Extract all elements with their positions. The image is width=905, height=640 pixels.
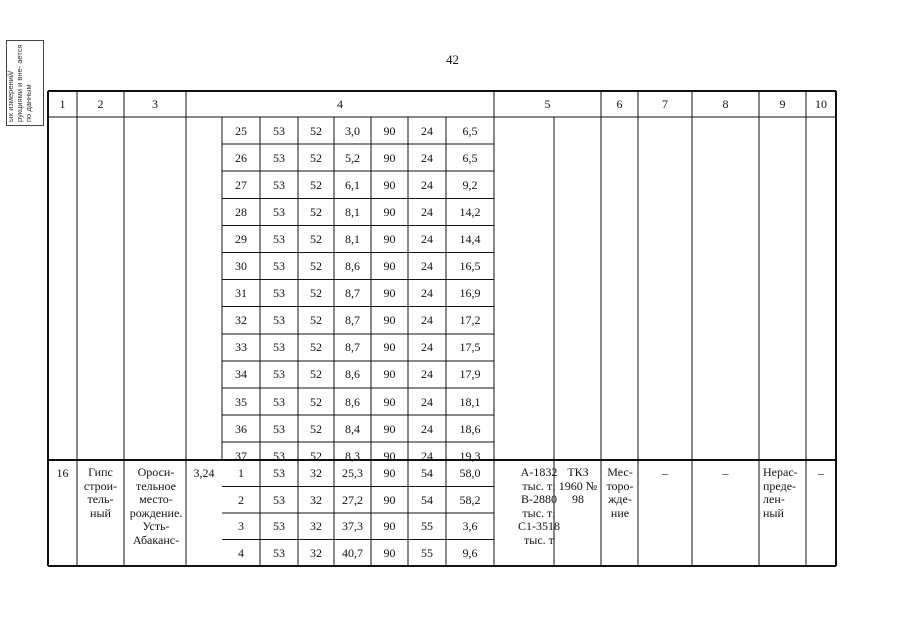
entry-col9: Нерас-преде-лен-ный [763,465,798,520]
table-cell: 2 [238,492,244,507]
table-cell: 37,3 [342,519,363,533]
table-cell: 26 [235,150,247,165]
table-cell: 32 [310,466,322,480]
table-cell: 29 [235,231,247,246]
table-cell: 53 [273,123,285,138]
table-cell: 24 [421,259,433,273]
table-cell: 24 [421,177,433,192]
table-cell: 53 [273,466,285,480]
table-cell: 25 [235,123,247,138]
table-cell: 53 [273,150,285,165]
table-cell: 52 [310,231,322,246]
column-header: 2 [97,97,104,111]
entry-status: Мес-торо-жде-ние [606,465,634,520]
table-cell: 34 [235,367,247,382]
table-cell: 52 [310,394,322,409]
table-cell: 90 [383,421,396,436]
table-cell: 3,0 [345,123,360,138]
table-cell: 24 [421,231,433,246]
table-cell: 8,7 [345,340,360,355]
table-cell: 33 [235,340,247,355]
table-cell: 24 [421,394,433,409]
column-header: 7 [662,97,668,111]
table-cell: 90 [383,259,396,273]
table-cell: 90 [383,286,396,301]
table-cell: 52 [310,286,322,301]
table-cell: 24 [421,286,433,301]
table-cell: 90 [383,367,396,382]
table-cell: 53 [273,204,285,219]
table-cell: 53 [273,313,285,328]
table-cell: 28 [235,204,247,219]
entry-value: 3,24 [193,466,215,480]
table-cell: 52 [310,367,322,382]
entry-col8: – [722,466,729,480]
table-cell: 52 [310,123,322,138]
table-cell: 54 [421,492,433,507]
table-cell: 31 [235,286,247,301]
table-cell: 32 [235,313,247,328]
table-cell: 6,5 [462,123,478,138]
table-cell: 32 [310,519,322,533]
table-cell: 90 [383,340,396,355]
table-cell: 90 [383,466,396,480]
table-cell: 19,3 [459,448,481,463]
table-cell: 53 [273,367,285,382]
table-cell: 18,1 [459,394,481,409]
table-cell: 27,2 [342,492,363,507]
table-cell: 9,6 [462,545,478,560]
table-cell: 90 [383,177,396,192]
table-cell: 8,3 [345,448,360,463]
table-cell: 8,4 [345,421,360,436]
table-cell: 24 [421,367,433,382]
table-cell: 53 [273,177,285,192]
column-header: 1 [59,97,66,111]
column-header: 9 [779,97,786,111]
table-cell: 52 [310,448,322,463]
table-cell: 36 [235,421,247,436]
entry-col7: – [662,466,668,480]
table-cell: 14,4 [459,231,481,246]
table-cell: 5,2 [345,150,360,165]
table-cell: 4 [238,545,244,560]
table-cell: 8,1 [345,231,360,246]
table-cell: 55 [421,519,433,533]
table-cell: 52 [310,421,322,436]
table-cell: 53 [273,421,285,436]
table-cell: 40,7 [342,545,363,560]
table-cell: 27 [235,177,247,192]
table-cell: 24 [421,340,433,355]
column-header: 6 [616,97,623,111]
entry-material: Гипс строи-тель-ный [83,465,118,520]
column-header: 10 [815,97,827,111]
table-cell: 52 [310,259,322,273]
entry-deposit: Ороси-тельное место-рождение. Усть-Абаканс- [129,465,183,547]
table-cell: 58,0 [459,466,481,480]
table-cell: 6,1 [345,177,360,192]
table-cell: 54 [421,466,433,480]
table-cell: 24 [421,204,433,219]
table-cell: 53 [273,286,285,301]
table-cell: 90 [383,492,396,507]
table-cell: 8,7 [345,313,360,328]
table-cell: 90 [383,123,396,138]
table-cell: 53 [273,340,285,355]
table-cell: 32 [310,492,322,507]
table-cell: 53 [273,231,285,246]
table-cell: 24 [421,313,433,328]
entry-number: 16 [56,466,69,480]
table-cell: 3,6 [462,519,478,533]
column-header: 4 [337,97,343,111]
table-cell: 90 [383,519,396,533]
table-cell: 16,5 [459,259,481,273]
table-cell: 16,9 [459,286,481,301]
page-number: 42 [446,52,459,67]
stamp-text: ых измерений/ рукциями и вне- ается по данным [6,44,33,122]
table-cell: 58,2 [459,492,481,507]
column-header: 8 [722,97,729,111]
table-cell: 17,5 [459,340,481,355]
table-cell: 55 [421,545,433,560]
table-cell: 90 [383,150,396,165]
table-cell: 18,6 [459,421,481,436]
table-cell: 53 [273,448,285,463]
table-cell: 8,6 [345,367,360,382]
table-cell: 53 [273,545,285,560]
table-cell: 52 [310,204,322,219]
table-cell: 52 [310,150,322,165]
table-cell: 14,2 [459,204,481,219]
table-cell: 1 [238,466,244,480]
table-cell: 8,1 [345,204,360,219]
table-cell: 35 [235,394,247,409]
table-cell: 24 [421,150,433,165]
table-cell: 90 [383,313,396,328]
column-header: 3 [152,97,158,111]
table-cell: 37 [235,448,247,463]
table-cell: 17,9 [459,367,481,382]
table-cell: 53 [273,492,285,507]
table-cell: 9,2 [462,177,478,192]
table-cell: 8,6 [345,394,360,409]
entry-col10: – [818,466,824,480]
entry-reserves: А-1832 тыс. т; В-2880 тыс. т; С1-3518 тыс. т [518,465,560,547]
table-cell: 25,3 [342,466,363,480]
table-cell: 90 [383,394,396,409]
table-cell: 3 [238,519,244,533]
table-cell: 17,2 [459,313,481,328]
table-cell: 53 [273,519,285,533]
table-cell: 24 [421,448,433,463]
table-cell: 90 [383,231,396,246]
table-cell: 53 [273,259,285,273]
table-cell: 90 [383,545,396,560]
table-cell: 24 [421,421,433,436]
table-cell: 8,6 [345,259,360,273]
table-cell: 32 [310,545,322,560]
table-cell: 90 [383,204,396,219]
table-cell: 8,7 [345,286,360,301]
entry-approval: ТКЗ 1960 № 98 [558,465,598,506]
table-cell: 6,5 [462,150,478,165]
table-cell: 24 [421,123,433,138]
table-cell: 52 [310,340,322,355]
table-cell: 90 [383,448,396,463]
table-cell: 30 [235,259,247,273]
table-cell: 52 [310,177,322,192]
table-cell: 53 [273,394,285,409]
column-header: 5 [544,97,551,111]
table-cell: 52 [310,313,322,328]
